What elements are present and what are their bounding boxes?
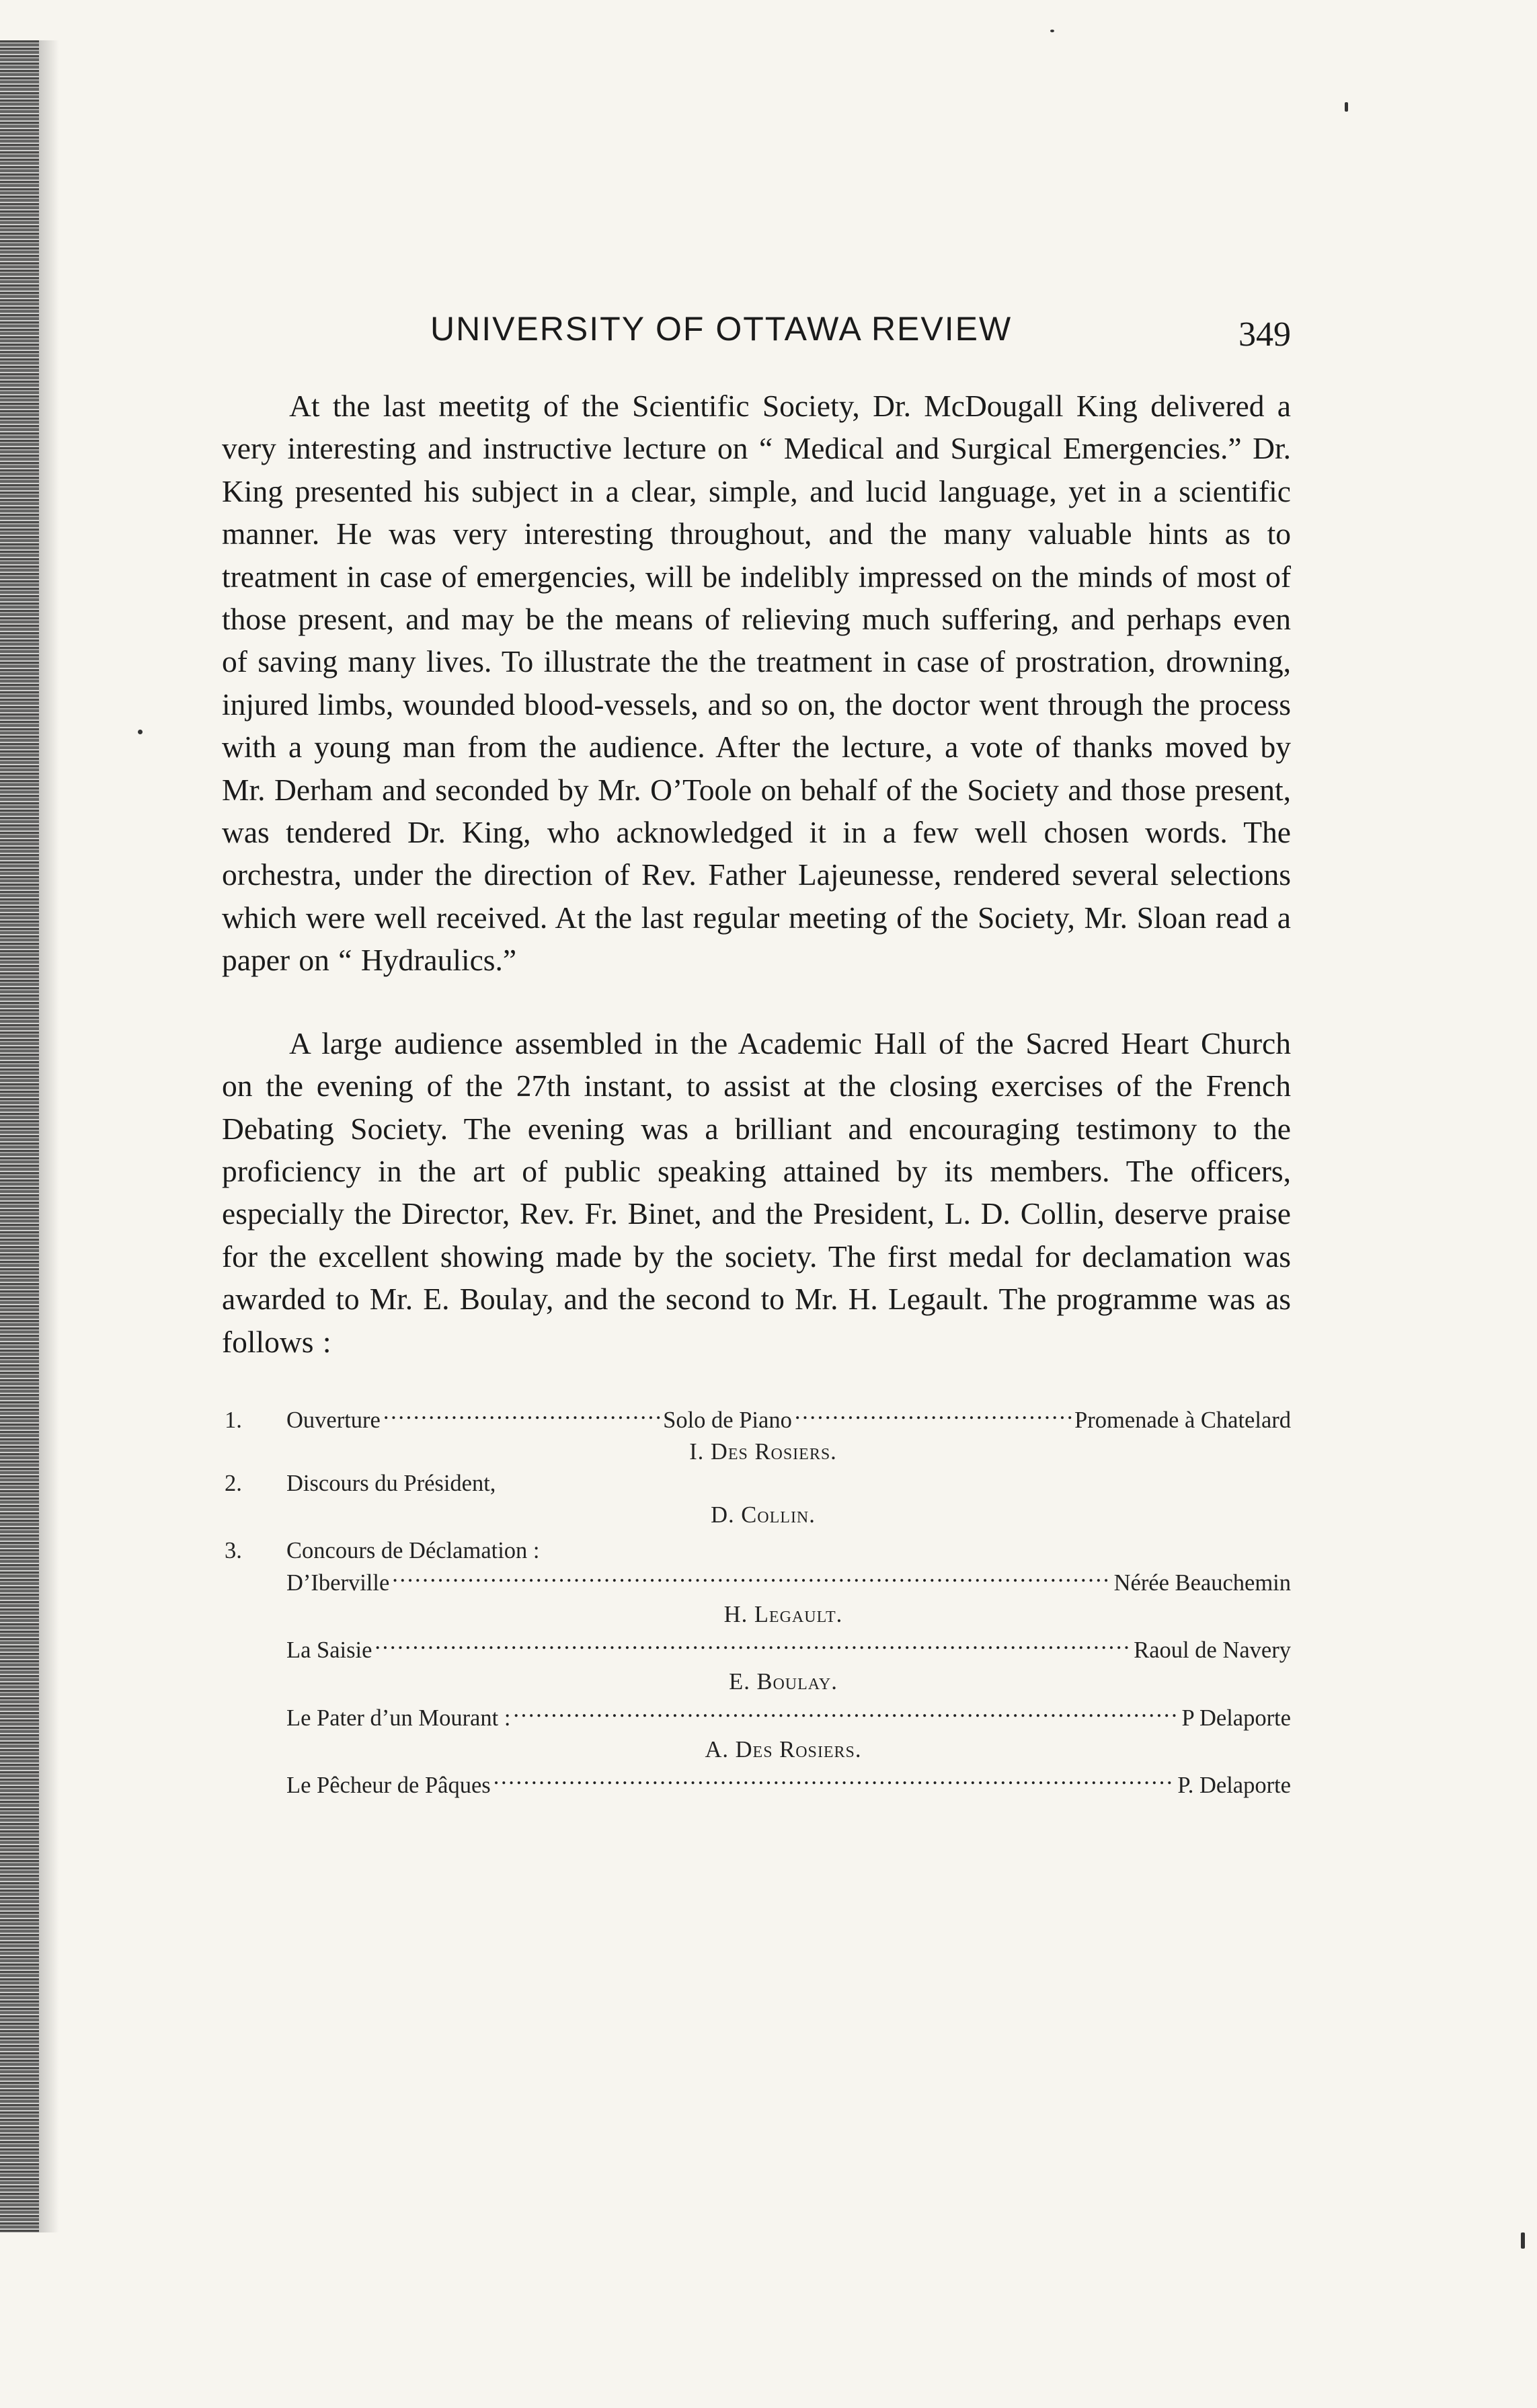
declamation-entry — [222, 1702, 1291, 1734]
declamation-author: P Delaporte — [1181, 1705, 1291, 1731]
article-paragraph: A large audience assembled in the Academic Hall of the Sacred Heart Church on the evening of the 27th instant, to assist at the closing exercises of the French Debating Society. The evening was a brilliant and encouraging testimony to the proficiency in the art of public speaking attained by its members. The officers, especially the Director, Rev. Fr. Binet, and the President, L. D. Collin, deserve praise for the excellent showing made by the society. The first medal for declamation was awarded to Mr. E. Boulay, and the second to Mr. H. Legault. The programme was as follows : — [222, 1025, 1291, 1359]
programme-item — [222, 1535, 1291, 1567]
leader-dots — [494, 1770, 1175, 1793]
programme-item — [222, 1405, 1291, 1437]
programme-item-number: 1. — [225, 1407, 242, 1434]
journal-title: UNIVERSITY OF OTTAWA REVIEW — [430, 310, 1013, 348]
binding-shadow — [39, 40, 59, 2232]
page-number: 349 — [1238, 315, 1291, 354]
programme-performer: A. Des Rosiers. — [705, 1736, 862, 1762]
scan-speck — [138, 730, 143, 734]
programme-item-title: Ouverture — [286, 1407, 381, 1434]
page — [222, 309, 1291, 1801]
programme-item-piece: Promenade à Chatelard — [1074, 1407, 1291, 1434]
declamation-title: D’Iberville — [286, 1569, 390, 1596]
scan-speck — [1521, 2232, 1525, 2249]
scanned-binding-edge — [0, 40, 39, 2232]
programme-item-title: Concours de Déclamation : — [286, 1538, 540, 1564]
programme-list — [222, 1405, 1291, 1802]
scan-speck — [1345, 102, 1348, 112]
declamation-entry — [222, 1770, 1291, 1802]
leader-dots — [795, 1405, 1072, 1428]
declamation-title: Le Pêcheur de Pâques — [286, 1773, 491, 1799]
declamation-author: P. Delaporte — [1177, 1773, 1291, 1799]
programme-performer: I. Des Rosiers. — [689, 1439, 837, 1465]
leader-dots — [513, 1702, 1179, 1725]
scan-speck — [1050, 30, 1054, 32]
declamation-title: Le Pater d’un Mourant : — [286, 1705, 511, 1731]
article-paragraph: At the last meetitg of the Scientific Society, Dr. McDougall King delivered a very interesting and instructive lecture on “ Medical and Surgical Emergencies.” Dr. King presented his subject in a clear, simple, and lucid language, yet in a scientific manner. He was very interesting throughout, and the many valuable hints as to treatment in case of emergencies, will be indelibly impressed on the minds of most of those present, and may be the means of relieving much suffering, and perhaps even of saving many lives. To illustrate the the treatment in case of prostration, drowning, injured limbs, wounded blood-vessels, and so on, the doctor went through the process with a young man from the audience. After the lecture, a vote of thanks moved by Mr. Derham and seconded by Mr. O’Toole on behalf of the Society and those present, was tendered Dr. King, who acknowledged it in a few well chosen words. The orchestra, under the direction of Rev. Father Lajeunesse, rendered several selections which were well received. At the last regular meeting of the Society, Mr. Sloan read a paper on “ Hydraulics.” — [222, 389, 1291, 978]
programme-item-number: 3. — [225, 1538, 242, 1564]
declamation-entry — [222, 1567, 1291, 1599]
declamation-author: Raoul de Navery — [1134, 1637, 1291, 1664]
programme-performer: E. Boulay. — [729, 1669, 838, 1695]
leader-dots — [383, 1405, 660, 1428]
running-head — [222, 309, 1291, 370]
declamation-author: Nérée Beauchemin — [1113, 1569, 1291, 1596]
programme-item-subtitle: Solo de Piano — [663, 1407, 792, 1434]
programme-performer: H. Legault. — [723, 1601, 843, 1627]
declamation-entry — [222, 1635, 1291, 1667]
programme-performer: D. Collin. — [711, 1502, 816, 1528]
programme-item-number: 2. — [225, 1471, 242, 1497]
leader-dots — [375, 1635, 1131, 1658]
declamation-title: La Saisie — [286, 1637, 372, 1664]
programme-item-title: Discours du Président, — [286, 1471, 496, 1497]
leader-dots — [392, 1567, 1111, 1590]
programme-item — [222, 1468, 1291, 1500]
